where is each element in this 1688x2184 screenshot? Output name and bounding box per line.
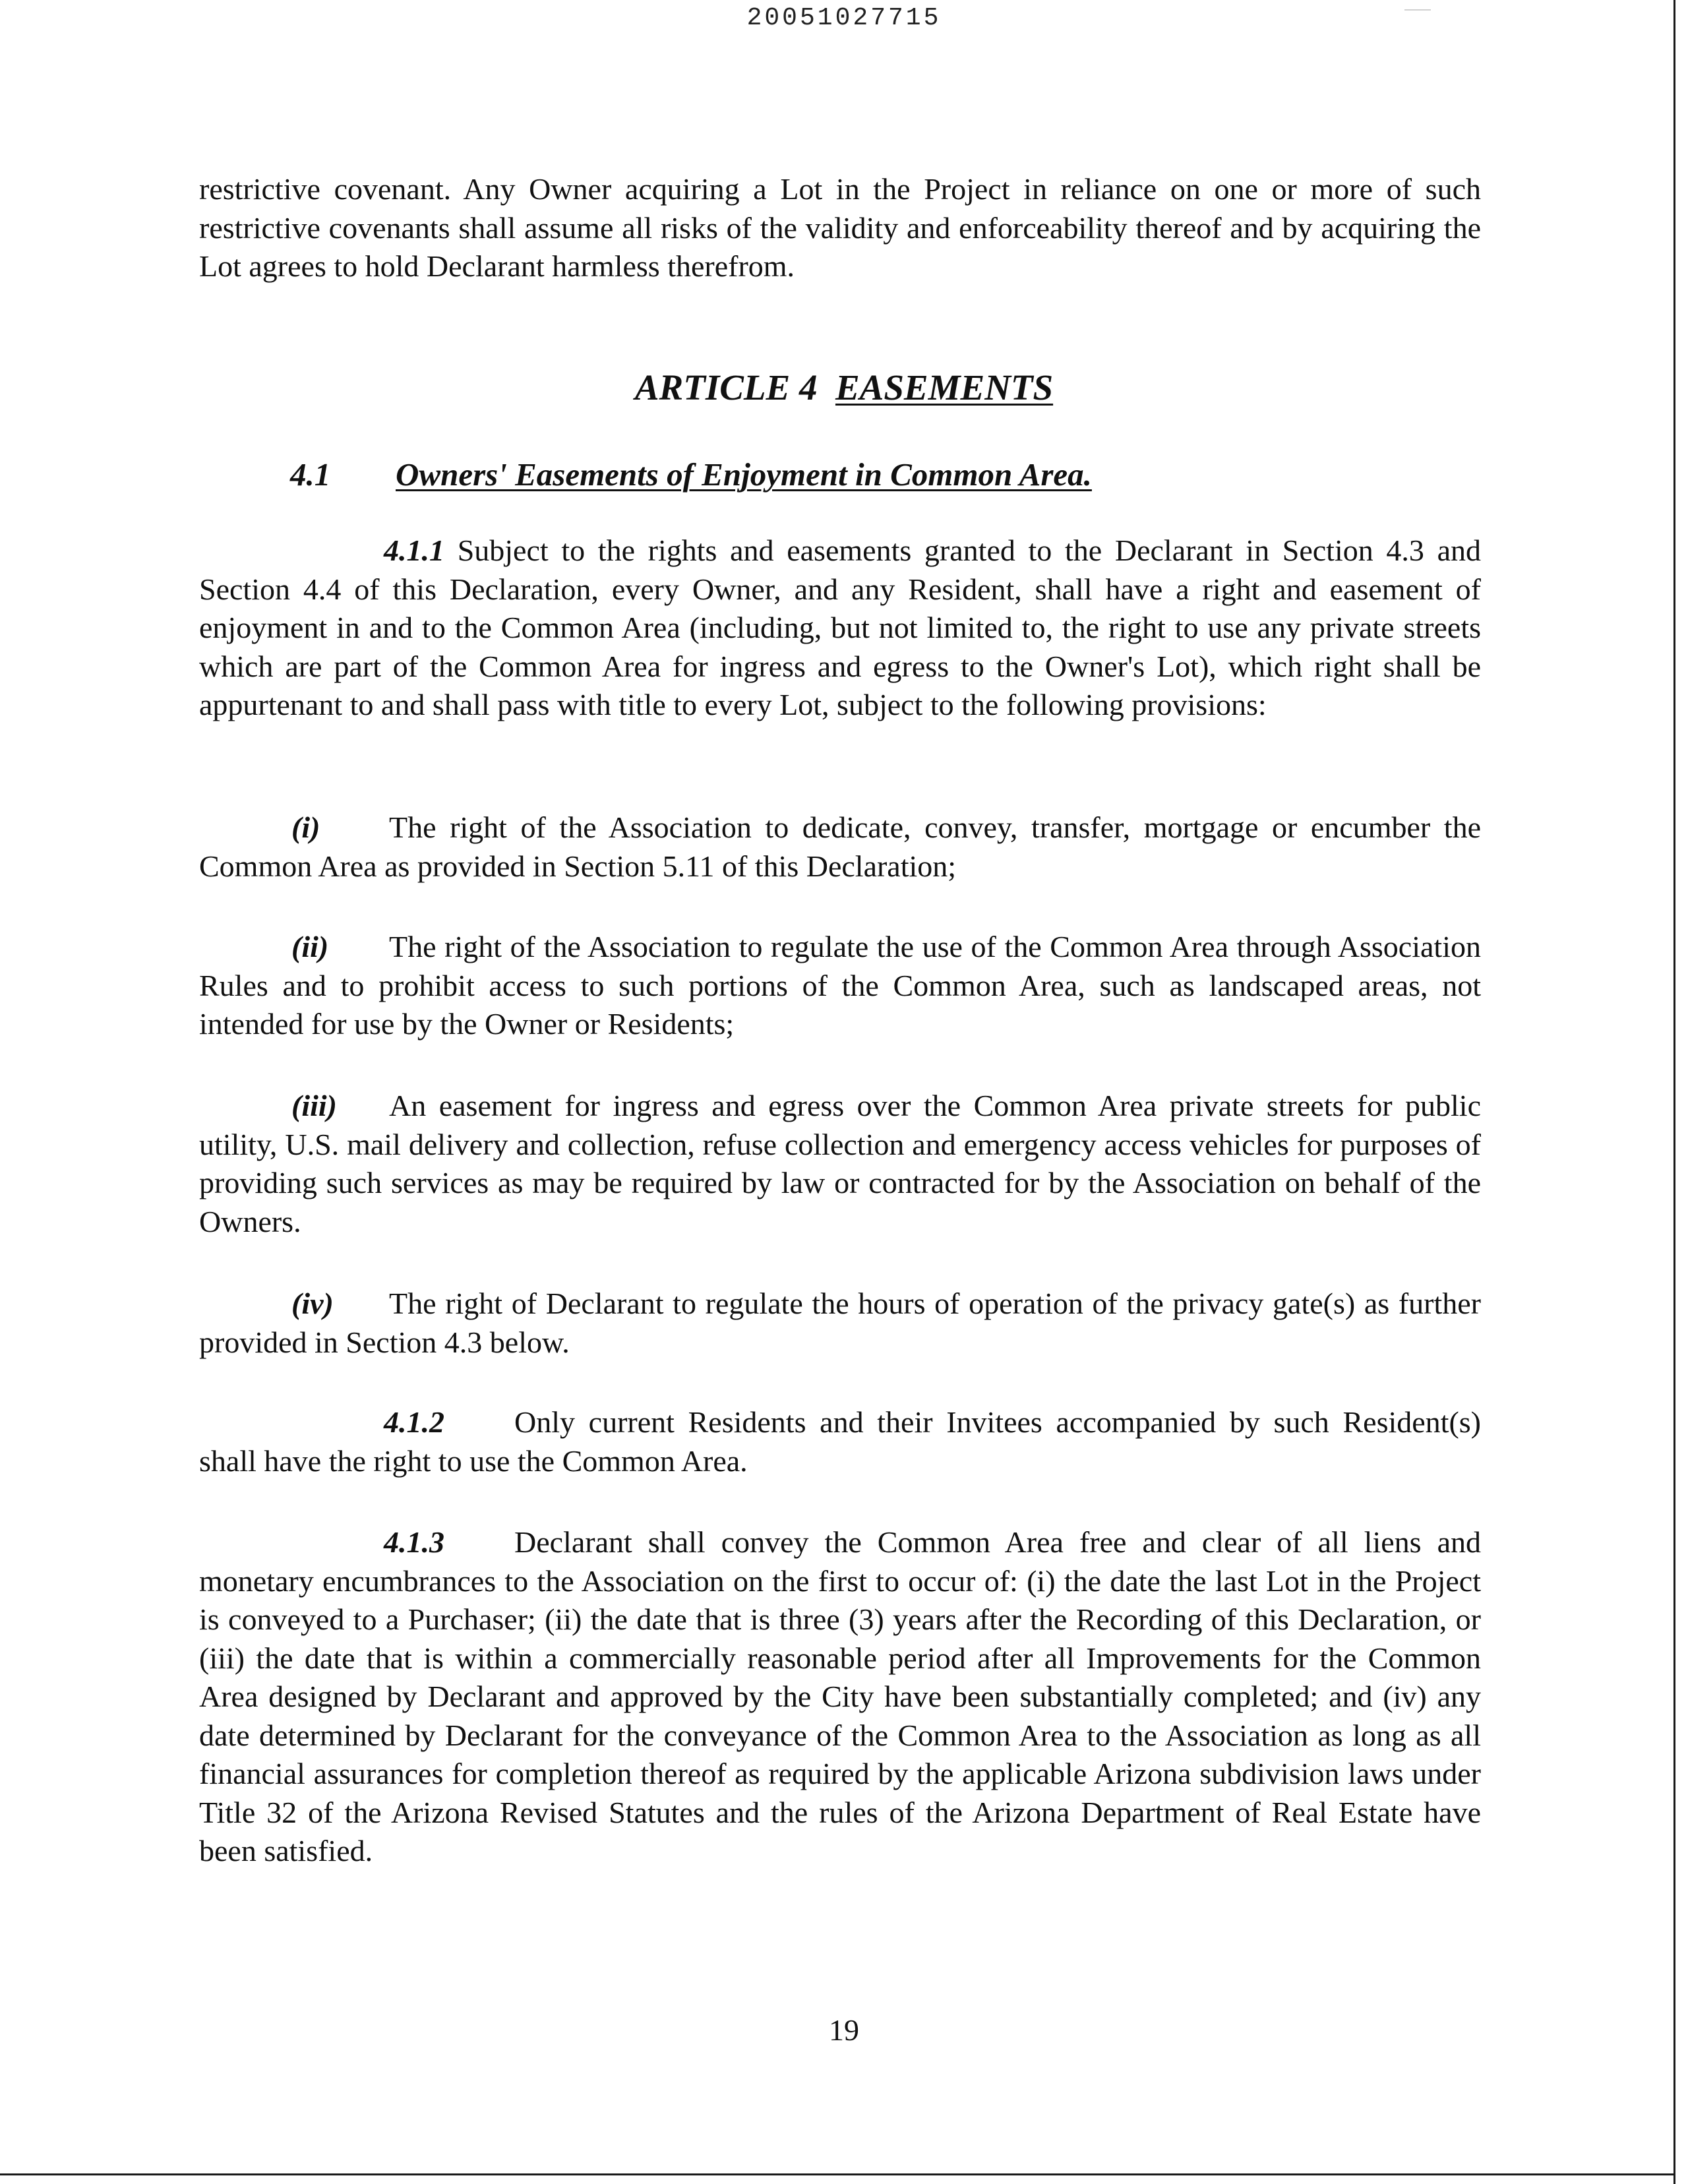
provision-label: (i) (291, 810, 320, 844)
paragraph-label: 4.1.2 (384, 1405, 444, 1439)
page-number: 19 (829, 2013, 859, 2047)
provision-item-iii (199, 1087, 1481, 1241)
paragraph-label: 4.1.3 (384, 1525, 444, 1559)
provision-text: The right of the Association to dedicate, convey, transfer, mortgage or encumber the Common Area as provided in Section 5.11 of this Declaration; (199, 810, 1481, 883)
paragraph-4-1-3 (199, 1523, 1481, 1871)
paragraph-4-1-2 (199, 1403, 1481, 1480)
provision-item-i (199, 808, 1481, 886)
continuation-paragraph: restrictive covenant. Any Owner acquiring a Lot in the Project in reliance on one or more of such restrictive covenants shall assume all risks of the validity and enforceability thereof and by acquiring the Lot agrees to hold Declarant harmless therefrom. (199, 172, 1481, 283)
scan-right-edge (1673, 0, 1675, 2184)
section-number: 4.1 (290, 456, 331, 493)
provision-item-iv (199, 1285, 1481, 1362)
scan-bottom-edge (0, 2173, 1675, 2175)
paragraph-text: Declarant shall convey the Common Area free and clear of all liens and monetary encumbrances to the Association on the first to occur of: (i) the date the last Lot in the Project is conveyed to a Purchaser; (ii) the date that is three (3) years after the Recording of this Declaration, or (iii) the date that is within a commercially reasonable period after all Improvements for the Common Area designed by Declarant and approved by the City have been substantially completed; and (iv) any date determined by Declarant for the conveyance of the Common Area to the Association as long as all financial assurances for completion thereof as required by the applicable Arizona subdivision laws under Title 32 of the Arizona Revised Statutes and the rules of the Arizona Department of Real Estate have been satisfied. (199, 1525, 1481, 1867)
provision-label: (iv) (291, 1287, 334, 1320)
paragraph-label: 4.1.1 (384, 533, 444, 567)
article-prefix: ARTICLE 4 (634, 367, 818, 408)
document-number: 20051027715 (746, 4, 942, 32)
provision-text: An easement for ingress and egress over the Common Area private streets for public utility, U.S. mail delivery and collection, refuse collection and emergency access vehicles for purposes of providing such services as may be required by law or contracted for by the Association on behalf of the Owners. (199, 1089, 1481, 1238)
article-title: EASEMENTS (835, 367, 1054, 408)
provision-text: The right of Declarant to regulate the hours of operation of the privacy gate(s) as further provided in Section 4.3 below. (199, 1287, 1481, 1359)
section-heading (290, 456, 1092, 493)
paragraph-text: Subject to the rights and easements granted to the Declarant in Section 4.3 and Section 4.4 of this Declaration, every Owner, and any Resident, shall have a right and easement of enjoyment in and to the Common Area (including, but not limited to, the right to use any private streets which are part of the Common Area for ingress and egress to the Owner's Lot), which right shall be appurtenant to and shall pass with title to every Lot, subject to the following provisions: (199, 533, 1482, 721)
provision-label: (iii) (291, 1089, 337, 1122)
provision-text: The right of the Association to regulate the use of the Common Area through Association Rules and to prohibit access to such portions of the Common Area, such as landscaped areas, not intended for use by the Owner or Residents; (199, 930, 1481, 1041)
provision-label: (ii) (291, 930, 329, 963)
paragraph-4-1-1 (199, 531, 1481, 725)
article-heading (0, 367, 1688, 408)
section-title: Owners' Easements of Enjoyment in Common Area. (396, 456, 1092, 493)
paragraph-text: Only current Residents and their Invitees accompanied by such Resident(s) shall have the right to use the Common Area. (199, 1405, 1481, 1478)
provision-item-ii (199, 928, 1481, 1044)
